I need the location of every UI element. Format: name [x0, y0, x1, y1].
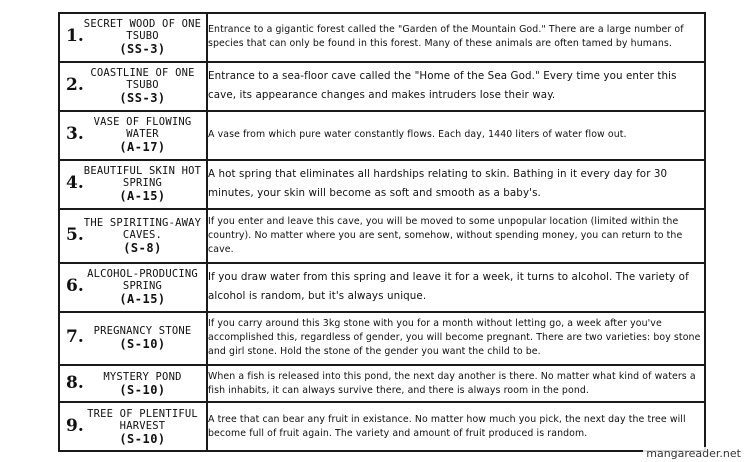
item-description: If you carry around this 3kg stone with you for a month without letting go, a week after you've accomplished this, regardless of gender, you will become pregnant. There are two varieties: boy stone and girl stone. Hold the stone of the gender you want the child to be. [208, 318, 701, 358]
item-description-cell [207, 312, 705, 366]
watermark-credit: mangareader.net [643, 447, 744, 460]
item-number: 4. [66, 173, 84, 194]
table-row [59, 160, 705, 209]
item-description: If you enter and leave this cave, you will be moved to some unpopular location (limited within the country). No matter where you are sent, somehow, without spending money, you can return to the cave. [208, 215, 683, 255]
item-number: 3. [66, 124, 84, 145]
item-name-cell [59, 365, 207, 402]
item-number: 1. [66, 26, 84, 47]
item-number: 5. [66, 224, 84, 245]
item-number: 9. [66, 415, 84, 436]
item-name: PREGNANCY STONE [93, 325, 192, 338]
item-description-cell [207, 402, 705, 451]
item-number: 8. [66, 372, 84, 393]
item-rank: (S-10) [119, 431, 166, 446]
item-description-cell [207, 160, 705, 209]
item-rank: (SS-3) [119, 91, 166, 106]
item-name: MYSTERY POND [103, 370, 182, 383]
item-number: 7. [66, 327, 84, 348]
item-rank: (SS-3) [119, 42, 166, 57]
item-description-cell [207, 365, 705, 402]
item-rank: (S-8) [123, 240, 162, 255]
item-description-cell [207, 13, 705, 62]
table-row [59, 312, 705, 366]
table-row [59, 365, 705, 402]
item-name: VASE OF FLOWING WATER [93, 116, 192, 141]
item-number: 2. [66, 75, 84, 96]
item-description: A hot spring that eliminates all hardships relating to skin. Bathing in it every day for 30 minutes, your skin will become as soft and smooth as a baby's. [208, 168, 668, 200]
item-description-cell [207, 263, 705, 312]
item-description: Entrance to a gigantic forest called the "Garden of the Mountain God." There are a large number of species that can only be found in this forest. Many of these animals are often tamed by humans. [208, 24, 684, 50]
item-description-cell [207, 111, 705, 160]
item-rank: (A-17) [119, 140, 166, 155]
item-description: A vase from which pure water constantly flows. Each day, 1440 liters of water flow out. [208, 129, 627, 141]
item-name: ALCOHOL-PRODUCING SPRING [87, 268, 198, 293]
card-table-body [59, 13, 705, 451]
card-table [58, 12, 706, 452]
table-row [59, 209, 705, 263]
item-rank: (S-10) [119, 382, 166, 397]
item-name-cell [59, 402, 207, 451]
item-description-cell [207, 209, 705, 263]
item-rank: (A-15) [119, 189, 166, 204]
table-row [59, 13, 705, 62]
table-row [59, 62, 705, 111]
item-name-cell [59, 62, 207, 111]
item-name-cell [59, 111, 207, 160]
item-description: If you draw water from this spring and leave it for a week, it turns to alcohol. The variety of alcohol is random, but it's always unique. [208, 271, 689, 303]
item-name-cell [59, 263, 207, 312]
item-rank: (S-10) [119, 337, 166, 352]
item-name: SECRET WOOD OF ONE TSUBO [83, 18, 202, 43]
item-number: 6. [66, 276, 84, 297]
item-description-cell [207, 62, 705, 111]
item-rank: (A-15) [119, 292, 166, 307]
item-name: COASTLINE OF ONE TSUBO [90, 67, 195, 92]
item-name: THE SPIRITING-AWAY CAVES. [83, 216, 202, 241]
item-name-cell [59, 312, 207, 366]
table-row [59, 263, 705, 312]
item-description: Entrance to a sea-floor cave called the "Home of the Sea God." Every time you enter this cave, its appearance changes and makes intruders lose their way. [208, 70, 677, 102]
table-row [59, 402, 705, 451]
item-description: A tree that can bear any fruit in existance. No matter how much you pick, the next day the tree will become full of fruit again. The variety and amount of fruit produced is random. [208, 413, 686, 439]
item-name: TREE OF PLENTIFUL HARVEST [87, 407, 198, 432]
item-name-cell [59, 209, 207, 263]
item-name: BEAUTIFUL SKIN HOT SPRING [83, 165, 202, 190]
item-name-cell [59, 13, 207, 62]
table-row [59, 111, 705, 160]
item-description: When a fish is released into this pond, the next day another is there. No matter what kind of waters a fish inhabits, it can always survive there, and there is always room in the pond. [208, 370, 696, 396]
item-name-cell [59, 160, 207, 209]
